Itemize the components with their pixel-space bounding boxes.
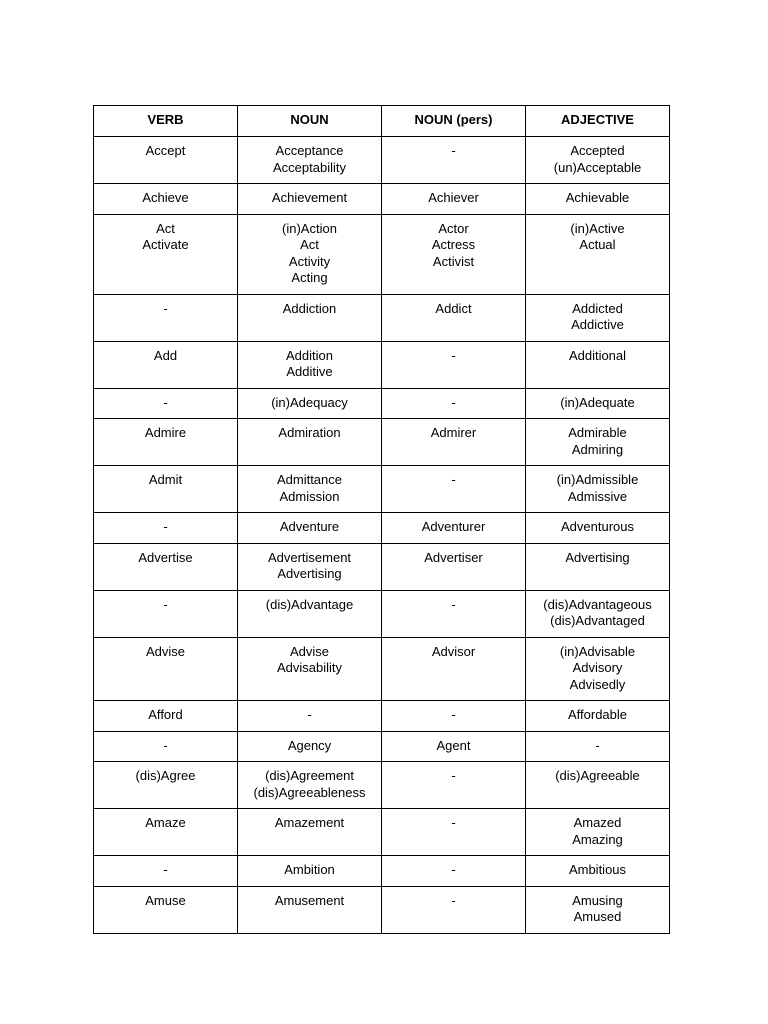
cell-line: Actor	[438, 220, 469, 236]
cell-noun-pers	[382, 419, 526, 466]
table-row	[94, 856, 670, 887]
cell-line: Advertise	[138, 549, 193, 565]
cell-line: (in)Active	[570, 220, 625, 236]
cell-line: Acceptability	[273, 159, 346, 175]
cell-line: (in)Advisable	[559, 643, 636, 659]
cell-line: (dis)Agreeableness	[253, 784, 366, 800]
cell-adjective	[526, 137, 670, 184]
cell-line: (dis)Agreeable	[555, 768, 640, 783]
word-formation-table	[93, 105, 670, 934]
table-row	[94, 137, 670, 184]
cell-line: Advisor	[431, 643, 476, 659]
cell-line: Addition	[286, 347, 333, 363]
cell-verb	[94, 137, 238, 184]
cell-adjective	[526, 809, 670, 856]
cell-line: Admissive	[567, 488, 628, 504]
cell-verb	[94, 214, 238, 294]
cell-verb	[94, 466, 238, 513]
cell-line: Admiring	[571, 441, 624, 457]
cell-line: Admit	[148, 472, 183, 487]
cell-adjective	[526, 513, 670, 544]
cell-adjective	[526, 590, 670, 637]
table-row	[94, 809, 670, 856]
table-row	[94, 886, 670, 933]
cell-noun	[238, 184, 382, 215]
cell-line: -	[451, 815, 456, 830]
cell-adjective	[526, 637, 670, 701]
table-row	[94, 341, 670, 388]
cell-line: Advertisement	[267, 549, 352, 565]
table-row	[94, 214, 670, 294]
cell-adjective	[526, 466, 670, 513]
cell-verb	[94, 341, 238, 388]
cell-verb	[94, 701, 238, 732]
cell-line: Achiever	[428, 190, 479, 205]
cell-line: Afford	[148, 707, 183, 722]
cell-noun-pers	[382, 590, 526, 637]
cell-noun	[238, 590, 382, 637]
cell-noun	[238, 341, 382, 388]
cell-line: Act	[156, 220, 175, 236]
cell-line: (in)Admissible	[556, 472, 639, 487]
cell-verb	[94, 388, 238, 419]
cell-line: Advertiser	[424, 549, 483, 565]
cell-adjective	[526, 184, 670, 215]
cell-verb	[94, 637, 238, 701]
cell-line: -	[451, 143, 456, 158]
cell-line: Accept	[145, 143, 186, 158]
cell-noun	[238, 513, 382, 544]
cell-line: -	[451, 768, 456, 783]
cell-line: Achievement	[271, 190, 348, 205]
cell-line: Agency	[287, 737, 332, 753]
cell-noun-pers	[382, 214, 526, 294]
cell-line: Amuse	[145, 892, 186, 908]
cell-noun-pers	[382, 886, 526, 933]
table-row	[94, 731, 670, 762]
cell-verb	[94, 856, 238, 887]
cell-noun-pers	[382, 513, 526, 544]
cell-verb	[94, 809, 238, 856]
header-row	[94, 106, 670, 137]
cell-adjective	[526, 731, 670, 762]
cell-line: Admire	[144, 425, 187, 440]
cell-line: Affordable	[567, 707, 628, 722]
cell-adjective	[526, 294, 670, 341]
cell-noun-pers	[382, 466, 526, 513]
cell-noun-pers	[382, 543, 526, 590]
cell-noun	[238, 294, 382, 341]
cell-line: Adventure	[279, 519, 340, 534]
cell-line: -	[163, 737, 168, 753]
cell-line: -	[451, 862, 456, 877]
table-row	[94, 513, 670, 544]
cell-line: Admittance	[276, 472, 343, 487]
cell-line: Activate	[142, 237, 189, 252]
cell-adjective	[526, 886, 670, 933]
cell-line: Activity	[288, 253, 331, 269]
cell-line: Amaze	[145, 815, 186, 830]
table-header	[94, 106, 670, 137]
table-body	[94, 137, 670, 934]
cell-adjective	[526, 543, 670, 590]
cell-verb	[94, 184, 238, 215]
cell-line: Advisedly	[569, 676, 626, 692]
cell-noun	[238, 419, 382, 466]
cell-noun-pers	[382, 731, 526, 762]
cell-line: -	[451, 892, 456, 908]
cell-line: -	[163, 394, 168, 410]
cell-line: Advisability	[276, 660, 343, 675]
cell-line: Addictive	[571, 317, 624, 332]
cell-line: Advise	[145, 643, 186, 659]
cell-line: Advertising	[565, 549, 630, 565]
cell-line: Achieve	[142, 190, 189, 205]
cell-line: -	[163, 300, 168, 316]
cell-adjective	[526, 762, 670, 809]
table-row	[94, 637, 670, 701]
cell-noun	[238, 388, 382, 419]
cell-adjective	[526, 214, 670, 294]
cell-line: Amazing	[572, 831, 623, 847]
cell-noun	[238, 809, 382, 856]
cell-noun	[238, 214, 382, 294]
cell-line: Actual	[579, 237, 616, 252]
cell-line: Admirer	[430, 425, 477, 440]
cell-noun-pers	[382, 809, 526, 856]
header-noun: NOUN	[238, 106, 382, 137]
cell-line: Accepted	[570, 143, 625, 158]
cell-line: Activist	[432, 253, 475, 269]
cell-verb	[94, 762, 238, 809]
cell-line: -	[451, 347, 456, 363]
cell-line: Additive	[286, 364, 333, 379]
cell-verb	[94, 294, 238, 341]
table-row	[94, 184, 670, 215]
cell-verb	[94, 731, 238, 762]
cell-line: (dis)Agreement	[265, 768, 354, 783]
cell-line: Addict	[435, 300, 472, 316]
table-row	[94, 590, 670, 637]
cell-adjective	[526, 341, 670, 388]
cell-noun-pers	[382, 762, 526, 809]
table-row	[94, 701, 670, 732]
cell-adjective	[526, 701, 670, 732]
cell-line: Adventurous	[561, 519, 634, 534]
cell-noun	[238, 466, 382, 513]
cell-line: -	[451, 394, 456, 410]
cell-noun-pers	[382, 137, 526, 184]
cell-line: (in)Action	[282, 220, 337, 236]
cell-line: (in)Adequate	[560, 394, 635, 410]
cell-line: (dis)Advantage	[265, 596, 354, 612]
cell-line: -	[163, 596, 168, 612]
cell-line: Amusement	[274, 892, 345, 908]
cell-line: -	[451, 707, 456, 722]
table-row	[94, 762, 670, 809]
cell-noun	[238, 543, 382, 590]
cell-line: Amusing	[572, 892, 623, 908]
cell-noun	[238, 762, 382, 809]
cell-adjective	[526, 419, 670, 466]
table-row	[94, 419, 670, 466]
cell-noun-pers	[382, 701, 526, 732]
cell-line: Additional	[568, 347, 627, 363]
cell-line: Addicted	[572, 300, 623, 316]
cell-line: Adventurer	[421, 519, 486, 534]
cell-line: Achievable	[565, 190, 630, 205]
cell-line: -	[451, 596, 456, 612]
header-adjective: ADJECTIVE	[526, 106, 670, 137]
table-row	[94, 466, 670, 513]
cell-line: (dis)Advantageous	[543, 596, 652, 612]
cell-line: (dis)Advantaged	[550, 613, 645, 628]
cell-noun	[238, 137, 382, 184]
cell-adjective	[526, 856, 670, 887]
table-row	[94, 543, 670, 590]
cell-line: Act	[300, 237, 319, 252]
cell-line: Amazed	[573, 815, 622, 830]
cell-line: Advisory	[572, 660, 623, 675]
cell-line: Admirable	[568, 425, 627, 440]
cell-line: Actress	[431, 237, 476, 252]
cell-adjective	[526, 388, 670, 419]
cell-line: Amused	[573, 909, 622, 924]
cell-line: (in)Adequacy	[271, 394, 348, 410]
table-row	[94, 294, 670, 341]
cell-line: Add	[153, 347, 178, 363]
cell-line: Ambition	[284, 862, 335, 877]
header-noun-pers: NOUN (pers)	[382, 106, 526, 137]
cell-line: Agent	[436, 737, 471, 753]
cell-verb	[94, 543, 238, 590]
cell-line: -	[163, 862, 168, 877]
cell-noun-pers	[382, 637, 526, 701]
cell-line: -	[307, 707, 312, 722]
cell-verb	[94, 886, 238, 933]
cell-noun	[238, 731, 382, 762]
cell-line: Acting	[291, 270, 328, 285]
header-verb: VERB	[94, 106, 238, 137]
cell-noun	[238, 637, 382, 701]
cell-line: Advise	[289, 643, 330, 659]
cell-line: Amazement	[274, 815, 345, 830]
cell-line: Admiration	[278, 425, 341, 440]
cell-verb	[94, 590, 238, 637]
cell-noun	[238, 701, 382, 732]
cell-noun	[238, 856, 382, 887]
cell-line: (un)Acceptable	[553, 159, 642, 175]
cell-line: Admission	[279, 488, 340, 504]
cell-line: (dis)Agree	[135, 768, 196, 783]
cell-line: -	[595, 737, 600, 753]
cell-line: -	[163, 519, 168, 534]
cell-line: Ambitious	[568, 862, 627, 877]
cell-noun-pers	[382, 184, 526, 215]
cell-noun	[238, 886, 382, 933]
cell-noun-pers	[382, 294, 526, 341]
cell-line: Addiction	[282, 300, 337, 316]
cell-noun-pers	[382, 856, 526, 887]
cell-noun-pers	[382, 341, 526, 388]
cell-verb	[94, 513, 238, 544]
cell-line: Advertising	[277, 566, 342, 581]
table-row	[94, 388, 670, 419]
cell-line: -	[451, 472, 456, 487]
cell-line: Acceptance	[275, 143, 344, 158]
cell-noun-pers	[382, 388, 526, 419]
cell-verb	[94, 419, 238, 466]
